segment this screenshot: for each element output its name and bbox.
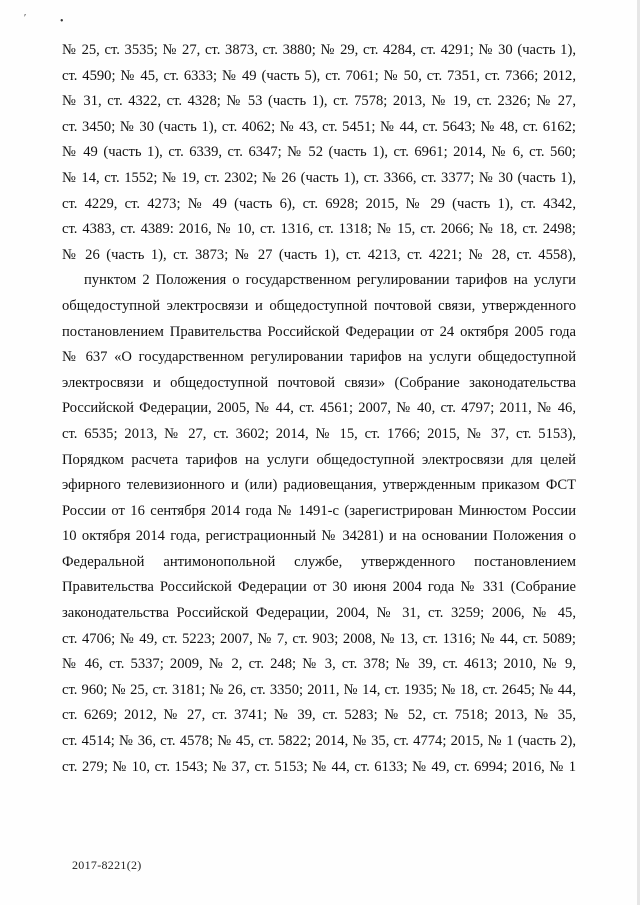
text-line: ст. 6535; 2013, № 27, ст. 3602; 2014, № 15, ст. 1766; 2015, № 37, ст. 5153),: [62, 425, 576, 442]
text-line: ст. 6269; 2012, № 27, ст. 3741; № 39, ст. 5283; № 52, ст. 7518; 2013, № 35,: [62, 707, 576, 724]
scan-mark: ′: [24, 13, 27, 24]
text-line: № 26 (часть 1), ст. 3873; № 27 (часть 1), ст. 4213, ст. 4221; № 28, ст. 4558),: [62, 246, 576, 263]
text-line: ст. 4229, ст. 4273; № 49 (часть 6), ст. 6928; 2015, № 29 (часть 1), ст. 4342,: [62, 195, 576, 212]
text-line: Федеральной антимонопольной службе, утвержденного постановлением: [62, 553, 576, 570]
text-line: ст. 4514; № 36, ст. 4578; № 45, ст. 5822; 2014, № 35, ст. 4774; 2015, № 1 (часть 2),: [62, 733, 576, 750]
text-line: постановлением Правительства Российской Федерации от 24 октября 2005 года: [62, 323, 576, 340]
scan-mark: •: [60, 16, 64, 27]
document-text-body: [62, 38, 576, 780]
text-line: ст. 4383, ст. 4389: 2016, № 10, ст. 1316, ст. 1318; № 15, ст. 2066; № 18, ст. 2498;: [62, 221, 576, 238]
text-line: эфирного телевизионного и (или) радиовещания, утвержденным приказом ФСТ: [62, 477, 576, 494]
text-line: № 31, ст. 4322, ст. 4328; № 53 (часть 1), ст. 7578; 2013, № 19, ст. 2326; № 27,: [62, 93, 576, 110]
text-line: ст. 3450; № 30 (часть 1), ст. 4062; № 43, ст. 5451; № 44, ст. 5643; № 48, ст. 6162;: [62, 118, 576, 135]
text-line: России от 16 сентября 2014 года № 1491-с (зарегистрирован Минюстом России: [62, 502, 576, 519]
text-line: № 14, ст. 1552; № 19, ст. 2302; № 26 (часть 1), ст. 3366, ст. 3377; № 30 (часть 1),: [62, 169, 576, 186]
text-line: Правительства Российской Федерации от 30 июня 2004 года № 331 (Собрание: [62, 579, 576, 596]
document-footer-code: 2017-8221(2): [72, 858, 142, 872]
text-line: электросвязи и общедоступной почтовой связи» (Собрание законодательства: [62, 374, 576, 391]
text-line: № 46, ст. 5337; 2009, № 2, ст. 248; № 3, ст. 378; № 39, ст. 4613; 2010, № 9,: [62, 656, 576, 673]
text-line: ст. 279; № 10, ст. 1543; № 37, ст. 5153; № 44, ст. 6133; № 49, ст. 6994; 2016, № 1: [62, 758, 576, 775]
text-line: пунктом 2 Положения о государственном регулировании тарифов на услуги: [84, 272, 576, 289]
text-line: № 637 «О государственном регулировании тарифов на услуги общедоступной: [62, 349, 576, 366]
text-line: № 25, ст. 3535; № 27, ст. 3873, ст. 3880; № 29, ст. 4284, ст. 4291; № 30 (часть 1),: [62, 42, 576, 58]
text-line: ст. 4590; № 45, ст. 6333; № 49 (часть 5), ст. 7061; № 50, ст. 7351, ст. 7366; 2012,: [62, 67, 576, 84]
text-line: общедоступной электросвязи и общедоступной почтовой связи, утвержденного: [62, 297, 576, 314]
text-line: № 49 (часть 1), ст. 6339, ст. 6347; № 52 (часть 1), ст. 6961; 2014, № 6, ст. 560;: [62, 144, 576, 161]
text-line: законодательства Российской Федерации, 2004, № 31, ст. 3259; 2006, № 45,: [62, 605, 576, 622]
text-line: 10 октября 2014 года, регистрационный № 34281) и на основании Положения о: [62, 528, 576, 545]
text-line: Российской Федерации, 2005, № 44, ст. 4561; 2007, № 40, ст. 4797; 2011, № 46,: [62, 400, 576, 417]
text-line: ст. 960; № 25, ст. 3181; № 26, ст. 3350; 2011, № 14, ст. 1935; № 18, ст. 2645; № 44,: [62, 681, 576, 698]
text-line: ст. 4706; № 49, ст. 5223; 2007, № 7, ст. 903; 2008, № 13, ст. 1316; № 44, ст. 5089;: [62, 630, 576, 647]
text-line: Порядком расчета тарифов на услуги общедоступной электросвязи для целей: [62, 451, 576, 468]
